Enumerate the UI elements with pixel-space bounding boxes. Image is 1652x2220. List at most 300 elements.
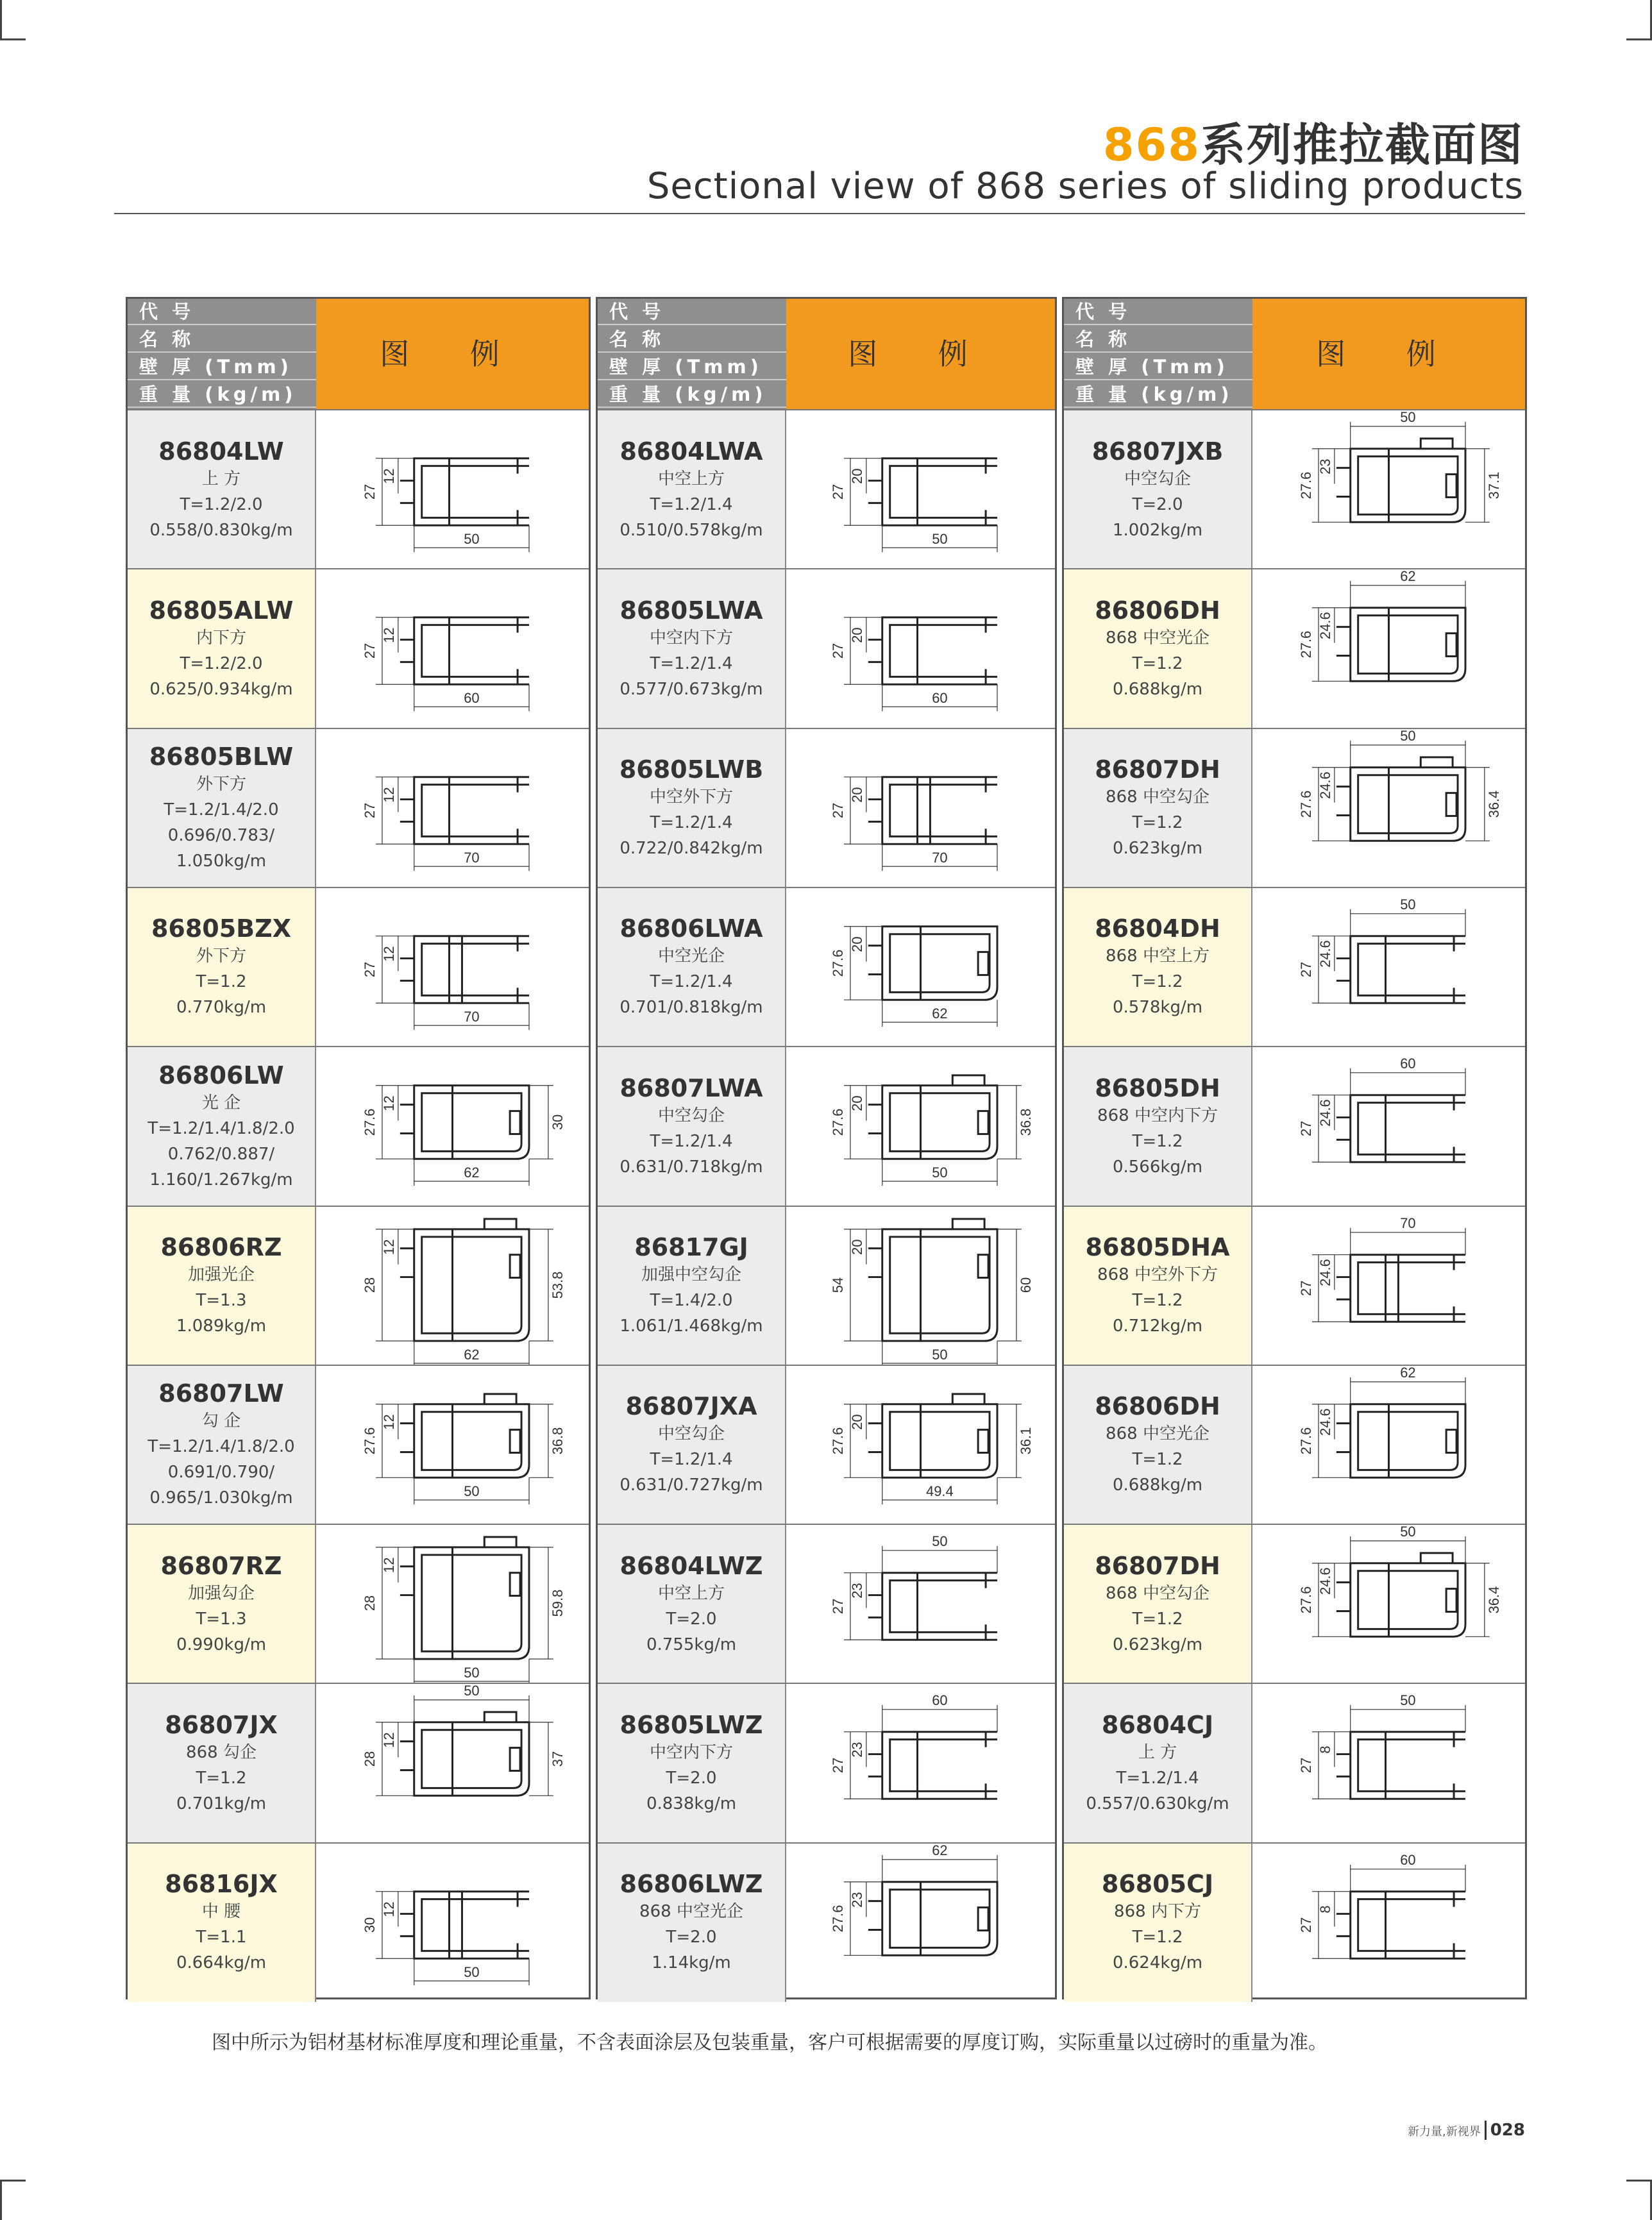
dimension-label: 20 — [848, 627, 865, 644]
profile-info — [598, 1684, 786, 1842]
profile-outline — [414, 1547, 529, 1659]
dimension-label: 12 — [380, 1732, 397, 1749]
dimension-label: 27.6 — [829, 949, 846, 977]
unit-weight: 1.160/1.267kg/m — [149, 1170, 293, 1190]
profile-outline — [1446, 634, 1456, 657]
section-diagram — [786, 729, 1055, 887]
unit-weight: 0.625/0.934kg/m — [149, 679, 293, 699]
profile-code: 86805ALW — [149, 596, 294, 625]
profile-name: 加强勾企 — [187, 1583, 255, 1603]
dimension-label: 20 — [848, 1239, 865, 1255]
profile-outline — [400, 1913, 414, 1936]
wall-thickness: T=1.2 — [1132, 1450, 1183, 1470]
dimension-label: 28 — [361, 1277, 378, 1293]
dimension-label: 27.6 — [1297, 471, 1314, 500]
profile-name: 勾 企 — [201, 1411, 241, 1431]
dimension-label: 70 — [464, 1009, 480, 1025]
dimension-label: 54 — [829, 1277, 846, 1293]
profile-name: 中空上方 — [657, 469, 725, 489]
profile-outline — [978, 952, 988, 975]
profile-code: 86807JXB — [1092, 437, 1224, 466]
dimension-label: 53.8 — [549, 1271, 566, 1299]
dimension-line — [376, 458, 414, 526]
profile-outline — [868, 799, 882, 821]
unit-weight: 0.623kg/m — [1112, 839, 1203, 859]
dimension-label: 24.6 — [1317, 940, 1333, 968]
profile-info — [128, 1047, 316, 1206]
wall-thickness: T=1.2/1.4/2.0 — [164, 800, 279, 820]
profile-name: 上 方 — [1138, 1742, 1177, 1762]
dimension-label: 27.6 — [829, 1108, 846, 1136]
profile-name: 868 中空勾企 — [1106, 1583, 1210, 1603]
dimension-label: 27 — [829, 643, 846, 659]
profile-outline — [414, 777, 529, 844]
header-label: 代 号 — [1064, 299, 1252, 325]
profile-outline — [1351, 449, 1465, 523]
profile-info — [1064, 1366, 1252, 1524]
crop-mark — [0, 38, 26, 40]
profile-name: 内下方 — [196, 628, 246, 648]
dimension-line — [1351, 1536, 1465, 1563]
dimension-label: 70 — [464, 849, 480, 866]
wall-thickness: T=1.2/1.4/1.8/2.0 — [148, 1118, 295, 1138]
dimension-label: 24.6 — [1317, 1258, 1333, 1286]
profile-drawing — [1252, 1207, 1525, 1365]
profile-outline — [484, 1394, 516, 1404]
dimension-label: 60 — [932, 1692, 948, 1709]
profile-outline — [414, 618, 529, 685]
profile-code: 86816JX — [165, 1870, 278, 1899]
profile-outline — [882, 927, 997, 1000]
profile-drawing — [786, 888, 1055, 1047]
dimension-label: 50 — [464, 531, 480, 548]
dimension-label: 27.6 — [1297, 631, 1314, 659]
dimension-line — [882, 1705, 997, 1732]
footnote: 图中所示为铝材基材标准厚度和理论重量，不含表面涂层及包装重量，客户可根据需要的厚度订购，实际重量以过磅时的重量为准。 — [212, 2031, 1328, 2054]
profile-name: 外下方 — [196, 775, 246, 795]
section-diagram — [1252, 1844, 1525, 2002]
profile-code: 86807JX — [165, 1710, 278, 1739]
dimension-label: 37.1 — [1485, 471, 1502, 500]
crop-mark — [1626, 2180, 1652, 2182]
wall-thickness: T=1.2 — [1132, 972, 1183, 992]
dimension-label: 20 — [848, 1095, 865, 1112]
table-row — [1064, 409, 1525, 569]
table-row — [598, 1524, 1055, 1683]
section-diagram — [316, 729, 589, 887]
table-row — [598, 728, 1055, 887]
profile-name: 中 腰 — [201, 1902, 241, 1922]
profile-code: 86817GJ — [634, 1233, 748, 1261]
wall-thickness: T=1.2 — [1132, 813, 1183, 833]
profile-code: 86805LWZ — [620, 1710, 763, 1739]
table-column — [126, 297, 591, 1999]
unit-weight: 1.14kg/m — [652, 1953, 731, 1973]
crop-mark — [1626, 38, 1652, 40]
unit-weight: 0.701kg/m — [176, 1794, 267, 1813]
dimension-label: 27 — [1297, 1120, 1314, 1137]
dimension-label: 50 — [932, 531, 948, 548]
table-header — [598, 299, 1055, 409]
profile-name: 外下方 — [196, 946, 246, 966]
profile-name: 868 中空勾企 — [1106, 787, 1210, 807]
dimension-label: 20 — [848, 1414, 865, 1430]
profile-outline — [484, 1712, 516, 1722]
dimension-label: 12 — [380, 1557, 397, 1574]
dimension-label: 27 — [829, 1758, 846, 1774]
profile-drawing — [316, 729, 589, 887]
table-row — [1064, 1524, 1525, 1683]
section-diagram — [786, 1684, 1055, 1842]
dimension-label: 12 — [380, 786, 397, 803]
wall-thickness: T=2.0 — [666, 1609, 717, 1629]
table-row — [598, 1842, 1055, 2002]
dimension-label: 20 — [848, 786, 865, 803]
wall-thickness: T=1.2/1.4 — [650, 494, 733, 514]
profile-outline — [882, 1229, 997, 1340]
dimension-label: 23 — [848, 1742, 865, 1758]
profile-outline — [1420, 757, 1453, 767]
section-diagram — [1252, 1684, 1525, 1842]
profile-info — [598, 1525, 786, 1683]
table-header — [1064, 299, 1525, 409]
section-diagram — [786, 1844, 1055, 2002]
dimension-label: 70 — [932, 849, 948, 866]
profile-outline — [882, 1881, 997, 1955]
profile-info — [598, 1844, 786, 2002]
profile-code: 86805LWA — [620, 596, 763, 625]
table-row — [598, 1206, 1055, 1365]
profile-name: 868 中空内下方 — [1097, 1106, 1218, 1125]
header-label: 壁 厚 (Tmm) — [598, 354, 786, 380]
profile-outline — [510, 1748, 520, 1771]
profile-outline — [978, 1111, 988, 1134]
dimension-label: 27 — [829, 1598, 846, 1615]
section-diagram — [786, 410, 1055, 569]
profile-code: 86807RZ — [160, 1551, 282, 1580]
dimension-label: 23 — [848, 1583, 865, 1599]
unit-weight: 0.624kg/m — [1112, 1953, 1203, 1973]
dimension-line — [1351, 1865, 1465, 1892]
slogan: 新力量,新视界 — [1407, 2125, 1481, 2139]
unit-weight: 0.838kg/m — [646, 1794, 737, 1813]
dimension-label: 50 — [1400, 1692, 1416, 1709]
header-labels — [128, 299, 316, 409]
profile-name: 加强光企 — [187, 1265, 255, 1284]
wall-thickness: T=2.0 — [666, 1928, 717, 1947]
dimension-label: 62 — [464, 1346, 480, 1363]
profile-code: 86806LW — [158, 1061, 284, 1089]
profile-drawing — [786, 729, 1055, 887]
profile-drawing — [786, 1207, 1055, 1365]
profile-outline — [868, 640, 882, 662]
wall-thickness: T=1.2/2.0 — [180, 494, 263, 514]
dimension-label: 27.6 — [1297, 790, 1314, 818]
profile-code: 86804DH — [1095, 914, 1220, 943]
profile-name: 868 中空光企 — [1106, 628, 1210, 648]
dimension-label: 60 — [932, 690, 948, 707]
dimension-label: 27.6 — [361, 1108, 378, 1136]
dimension-label: 70 — [1400, 1215, 1416, 1231]
dimension-label: 24.6 — [1317, 1099, 1333, 1127]
dimension-label: 36.4 — [1485, 790, 1502, 818]
unit-weight: 1.061/1.468kg/m — [620, 1316, 763, 1336]
profile-code: 86805DHA — [1085, 1233, 1230, 1261]
table-row — [1064, 568, 1525, 728]
profile-outline — [868, 481, 882, 503]
table-row — [128, 409, 589, 569]
header-legend: 图 例 — [786, 299, 1055, 409]
profile-name: 868 内下方 — [1114, 1902, 1201, 1922]
dimension-label: 60 — [464, 690, 480, 707]
header-label: 名 称 — [598, 326, 786, 353]
dimension-label: 12 — [380, 946, 397, 962]
dimension-line — [1351, 581, 1465, 608]
dimension-line — [844, 458, 882, 526]
profile-info — [1064, 729, 1252, 887]
table-row — [1064, 887, 1525, 1047]
header-label: 代 号 — [598, 299, 786, 325]
profile-name: 中空勾企 — [657, 1106, 725, 1125]
wall-thickness: T=1.3 — [196, 1609, 247, 1629]
wall-thickness: T=1.2 — [196, 972, 247, 992]
table-row — [1064, 728, 1525, 887]
profile-drawing — [316, 1525, 589, 1683]
dimension-line — [1351, 909, 1465, 936]
dimension-label: 36.8 — [1017, 1108, 1034, 1136]
section-diagram — [316, 410, 589, 569]
profile-drawing — [786, 569, 1055, 728]
profile-outline — [1446, 1429, 1456, 1452]
profile-info — [598, 888, 786, 1047]
header-legend: 图 例 — [316, 299, 589, 409]
dimension-label: 30 — [549, 1114, 566, 1131]
unit-weight: 0.990kg/m — [176, 1635, 267, 1654]
wall-thickness: T=2.0 — [666, 1768, 717, 1788]
dimension-label: 12 — [380, 1239, 397, 1255]
profile-info — [1064, 410, 1252, 569]
dimension-label: 27 — [361, 802, 378, 818]
wall-thickness: T=1.2 — [1132, 1609, 1183, 1629]
section-diagram — [786, 1207, 1055, 1365]
dimension-line — [1351, 422, 1465, 449]
dimension-label: 8 — [1317, 1905, 1333, 1913]
table-row — [1064, 1206, 1525, 1365]
page-subtitle: Sectional view of 868 series of sliding products — [646, 165, 1524, 207]
dimension-label: 30 — [361, 1917, 378, 1933]
profile-drawing — [786, 1525, 1055, 1683]
profile-outline — [1446, 793, 1456, 816]
dimension-label: 49.4 — [926, 1483, 954, 1499]
dimension-label: 62 — [464, 1165, 480, 1181]
profile-outline — [868, 1754, 882, 1777]
unit-weight: 1.089kg/m — [176, 1316, 267, 1336]
profile-drawing — [316, 410, 589, 569]
profile-drawing — [1252, 1684, 1525, 1842]
table-row — [598, 409, 1055, 569]
dimension-label: 60 — [1400, 1851, 1416, 1868]
dimension-label: 27 — [361, 484, 378, 500]
dimension-label: 27 — [1297, 1280, 1314, 1296]
profile-info — [598, 1207, 786, 1365]
profile-name: 868 中空上方 — [1106, 946, 1210, 966]
profile-outline — [882, 777, 997, 844]
profile-name: 中空勾企 — [657, 1424, 725, 1444]
wall-thickness: T=1.3 — [196, 1291, 247, 1310]
profile-outline — [1351, 1563, 1465, 1637]
profile-outline — [978, 1429, 988, 1452]
dimension-label: 62 — [1400, 569, 1416, 585]
table-row — [598, 1046, 1055, 1206]
profile-code: 86807JXA — [625, 1392, 757, 1421]
table-column — [1062, 297, 1527, 1999]
section-diagram — [1252, 1366, 1525, 1524]
profile-outline — [868, 1901, 882, 1930]
profile-code: 86804LWZ — [620, 1551, 763, 1580]
section-diagram — [786, 1525, 1055, 1683]
page-number: 028 — [1485, 2121, 1525, 2140]
dimension-label: 27 — [1297, 1758, 1314, 1774]
profile-outline — [1420, 1553, 1453, 1563]
profile-outline — [510, 1111, 520, 1134]
wall-thickness: T=1.2/1.4 — [650, 1450, 733, 1470]
profile-code: 86806DH — [1095, 596, 1220, 625]
profile-outline — [400, 1248, 414, 1277]
profile-outline — [1351, 1404, 1465, 1478]
section-diagram — [1252, 410, 1525, 569]
profile-outline — [510, 1254, 520, 1277]
profile-info — [128, 1844, 316, 2002]
title-text: 系列推拉截面图 — [1201, 119, 1524, 171]
dimension-line — [1351, 1227, 1465, 1254]
section-diagram — [1252, 1525, 1525, 1683]
section-diagram — [316, 1207, 589, 1365]
dimension-line — [1351, 1705, 1465, 1732]
profile-name: 中空勾企 — [1124, 469, 1191, 489]
unit-weight: 1.002kg/m — [1112, 520, 1203, 540]
dimension-label: 50 — [1400, 1525, 1416, 1540]
profile-outline — [510, 1573, 520, 1596]
profile-outline — [1336, 786, 1351, 815]
profile-outline — [1446, 475, 1456, 498]
unit-weight: 0.755kg/m — [646, 1635, 737, 1654]
dimension-line — [1312, 1891, 1351, 1958]
dimension-label: 12 — [380, 1901, 397, 1917]
dimension-label: 27 — [829, 802, 846, 818]
profile-outline — [868, 1423, 882, 1452]
profile-outline — [1446, 1589, 1456, 1612]
dimension-line — [844, 1573, 882, 1640]
profile-outline — [1351, 1254, 1465, 1322]
profile-drawing — [1252, 569, 1525, 728]
dimension-label: 24.6 — [1317, 1408, 1333, 1436]
profile-table — [126, 297, 1527, 1999]
dimension-label: 23 — [1317, 458, 1333, 475]
table-row — [598, 1365, 1055, 1524]
dimension-label: 8 — [1317, 1745, 1333, 1754]
header-label: 壁 厚 (Tmm) — [1064, 354, 1252, 380]
wall-thickness: T=1.2 — [1132, 653, 1183, 673]
profile-code: 86804CJ — [1101, 1710, 1214, 1739]
section-diagram — [1252, 1207, 1525, 1365]
profile-name: 中空内下方 — [649, 1742, 733, 1762]
section-diagram — [316, 569, 589, 728]
wall-thickness: T=1.2 — [1132, 1131, 1183, 1151]
profile-info — [128, 1366, 316, 1524]
profile-outline — [414, 1404, 529, 1478]
header-label: 代 号 — [128, 299, 316, 325]
table-row — [128, 1046, 589, 1206]
dimension-label: 50 — [932, 1533, 948, 1549]
header-label: 重 量 (kg/m) — [598, 382, 786, 408]
dimension-label: 50 — [932, 1165, 948, 1181]
profile-info — [1064, 1684, 1252, 1842]
wall-thickness: T=1.2 — [1132, 1291, 1183, 1310]
profile-drawing — [316, 888, 589, 1047]
profile-outline — [1351, 1095, 1465, 1163]
unit-weight: 0.688kg/m — [1112, 679, 1203, 699]
profile-code: 86804LW — [158, 437, 284, 466]
profile-outline — [510, 1429, 520, 1452]
profile-name: 868 中空光企 — [1106, 1424, 1210, 1444]
profile-drawing — [1252, 729, 1525, 887]
wall-thickness: T=1.1 — [196, 1928, 247, 1947]
profile-outline — [414, 1891, 529, 1958]
profile-outline — [978, 1254, 988, 1277]
dimension-line — [376, 1891, 414, 1958]
profile-outline — [400, 1567, 414, 1595]
unit-weight: 0.558/0.830kg/m — [149, 520, 293, 540]
unit-weight: 0.566kg/m — [1112, 1157, 1203, 1177]
profile-drawing — [1252, 1844, 1525, 2002]
dimension-label: 36.8 — [549, 1427, 566, 1455]
profile-outline — [868, 1595, 882, 1618]
section-diagram — [1252, 1047, 1525, 1206]
wall-thickness: T=1.2/2.0 — [180, 653, 263, 673]
profile-outline — [414, 936, 529, 1004]
section-diagram — [1252, 888, 1525, 1047]
profile-outline — [400, 1742, 414, 1770]
dimension-label: 50 — [464, 1483, 480, 1499]
crop-mark — [0, 2182, 2, 2220]
unit-weight: 0.965/1.030kg/m — [149, 1488, 293, 1508]
profile-drawing — [316, 1844, 589, 2002]
dimension-label: 27.6 — [829, 1427, 846, 1455]
dimension-label: 50 — [1400, 410, 1416, 425]
profile-info — [1064, 1844, 1252, 2002]
profile-outline — [400, 1105, 414, 1134]
dimension-label: 23 — [848, 1892, 865, 1908]
table-row — [128, 728, 589, 887]
dimension-label: 12 — [380, 627, 397, 644]
wall-thickness: T=1.2/1.4 — [1116, 1768, 1199, 1788]
profile-name: 中空内下方 — [649, 628, 733, 648]
profile-outline — [978, 1907, 988, 1930]
title-divider — [114, 213, 1525, 214]
table-row — [128, 887, 589, 1047]
section-diagram — [786, 888, 1055, 1047]
header-label: 重 量 (kg/m) — [128, 382, 316, 408]
profile-drawing — [786, 1366, 1055, 1524]
profile-outline — [484, 1537, 516, 1547]
dimension-line — [414, 1695, 529, 1722]
dimension-label: 27 — [361, 961, 378, 978]
dimension-label: 20 — [848, 936, 865, 952]
wall-thickness: T=1.2 — [196, 1768, 247, 1788]
unit-weight: 0.691/0.790/ — [167, 1463, 275, 1483]
profile-code: 86805DH — [1095, 1073, 1220, 1102]
crop-mark — [0, 2180, 26, 2182]
